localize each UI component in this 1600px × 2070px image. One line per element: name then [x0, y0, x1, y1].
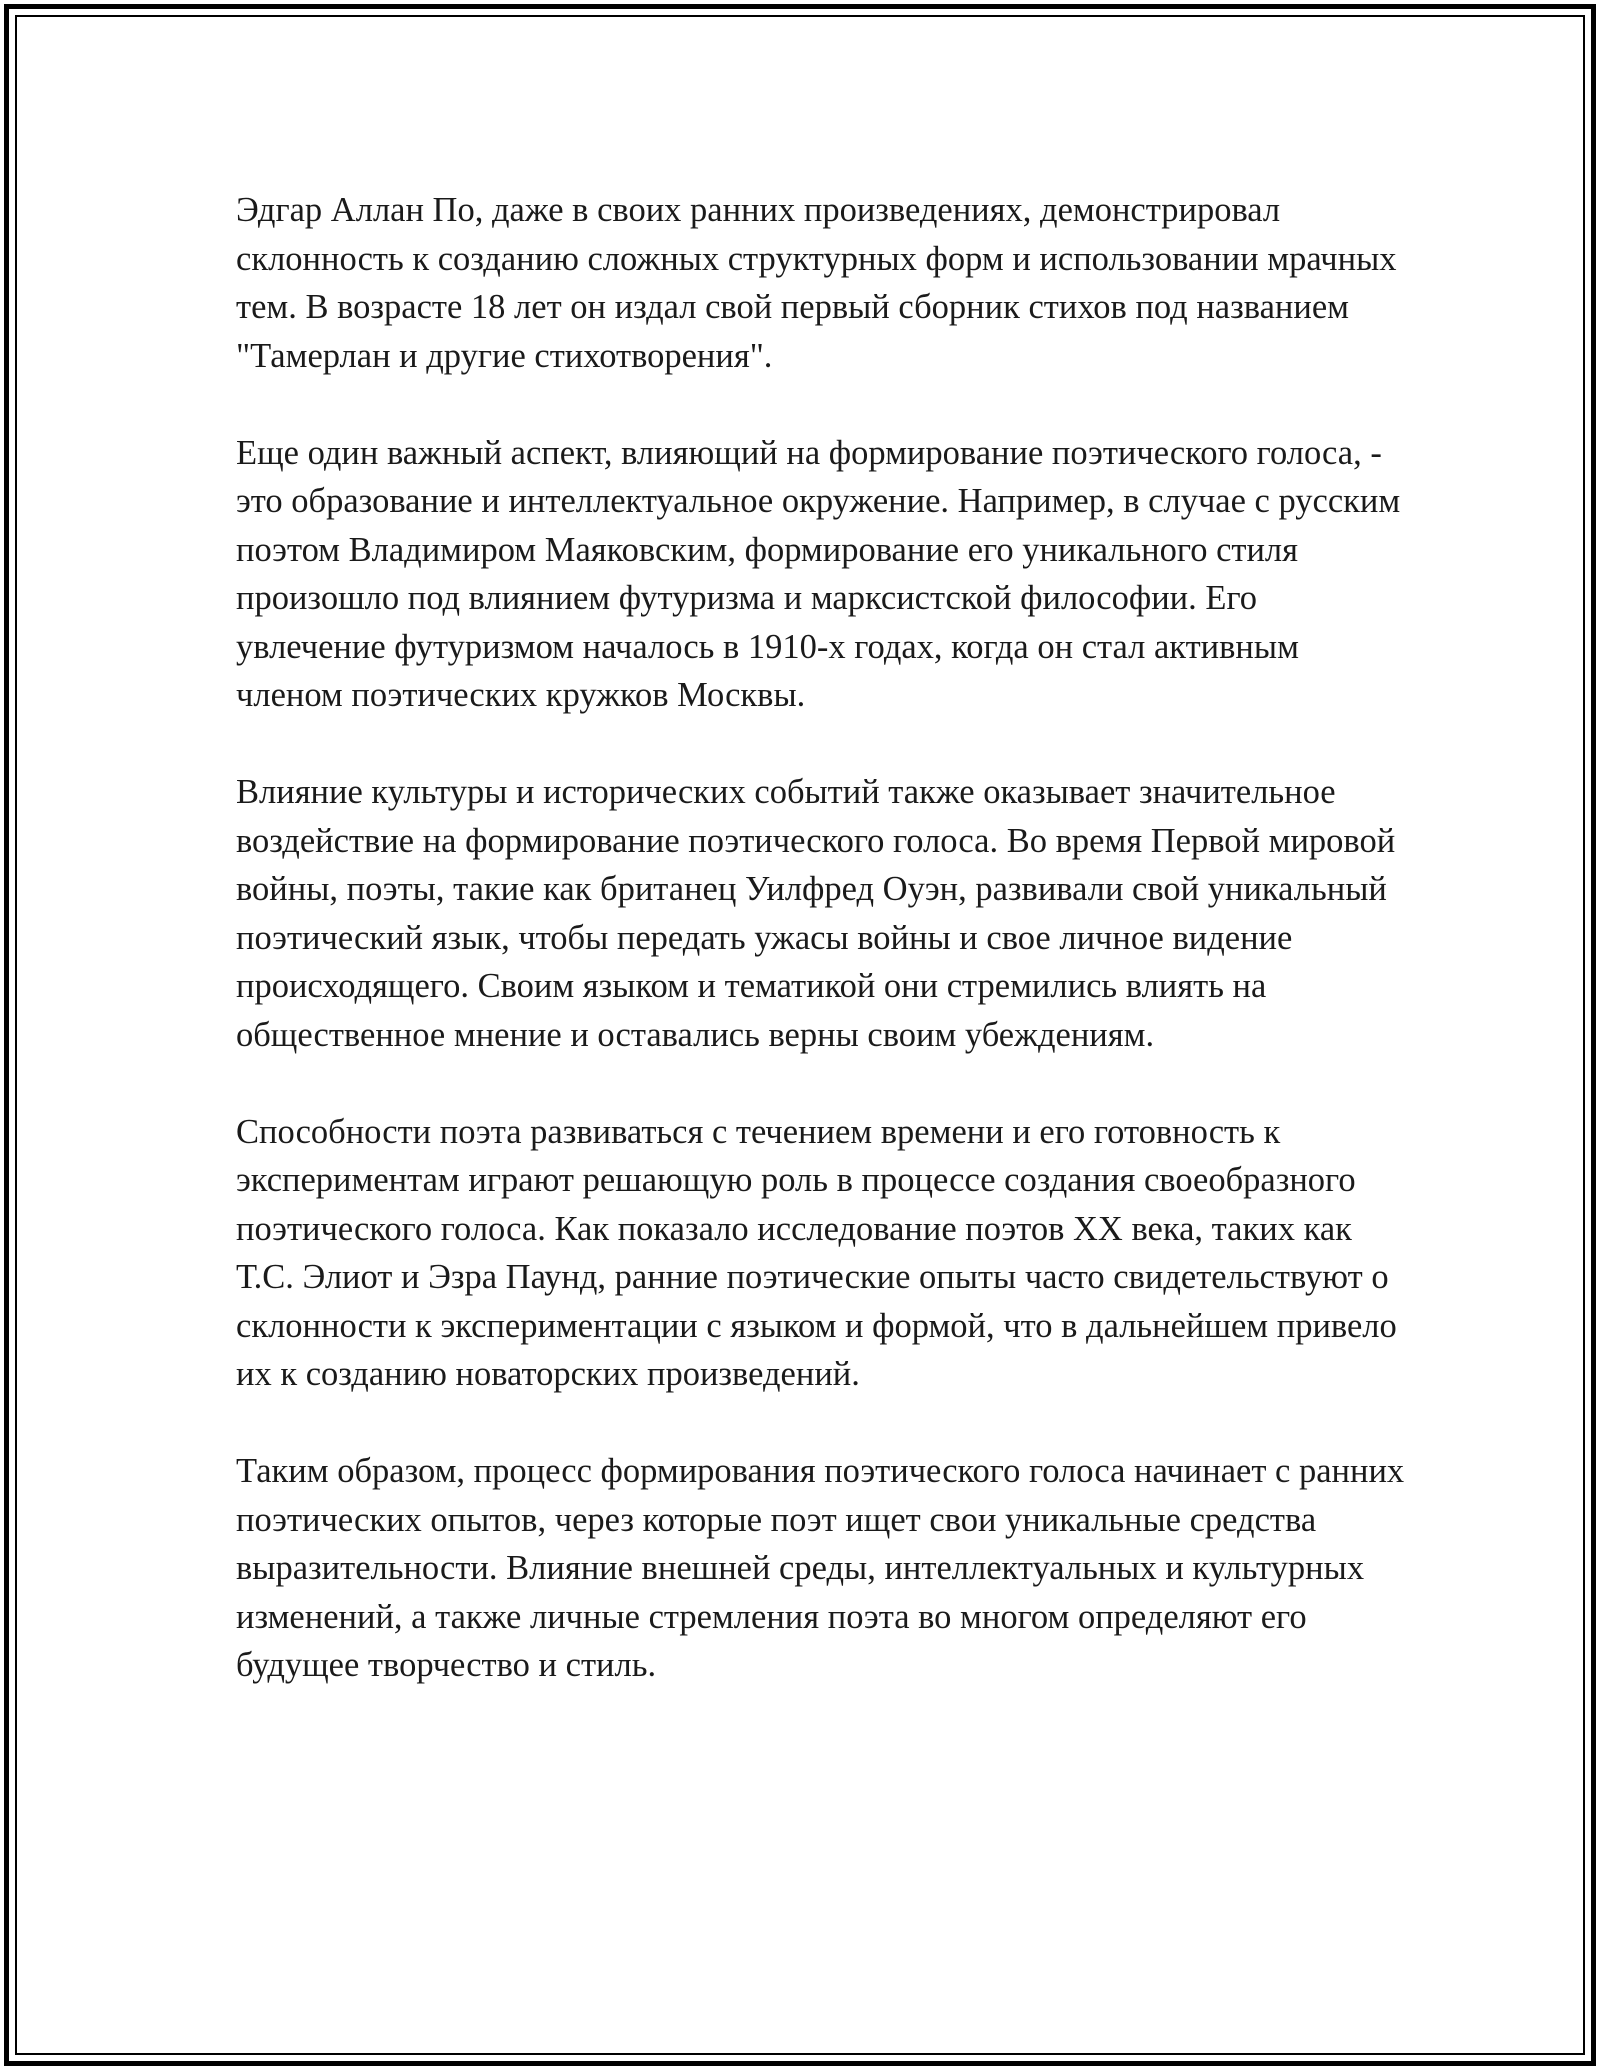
paragraph-3: Влияние культуры и исторических событий также оказывает значительное воздействие на формирование поэтического голоса. Во время Первой мировой войны, поэты, такие как британец Уилфред Оуэн, развивали свой уникальный поэтический язык, чтобы передать ужасы войны и свое личное видение происходящего. Своим языком и тематикой они стремились влиять на общественное мнение и оставались верны своим убеждениям.: [236, 773, 1396, 1054]
paragraph-2: Еще один важный аспект, влияющий на формирование поэтического голоса, - это образование и интеллектуальное окружение. Например, в случае с русским поэтом Владимиром Маяковским, формирование его уникального стиля произошло под влиянием футуризма и марксистской философии. Его увлечение футуризмом началось в 1910-х годах, когда он стал активным членом поэтических кружков Москвы.: [236, 433, 1401, 714]
paragraph-1: Эдгар Аллан По, даже в своих ранних произведениях, демонстрировал склонность к созданию сложных структурных форм и использовании мрачных тем. В возрасте 18 лет он издал свой первый сборник стихов под названием "Тамерлан и другие стихотворения".: [236, 191, 1397, 375]
paragraph-5: Таким образом, процесс формирования поэтического голоса начинает с ранних поэтических опытов, через которые поэт ищет свои уникальные средства выразительности. Влияние внешней среды, интеллектуальных и культурных изменений, а также личные стремления поэта во многом определяют его будущее творчество и стиль.: [236, 1452, 1405, 1684]
document-body: [236, 186, 1406, 1690]
paragraph-4: Способности поэта развиваться с течением времени и его готовность к экспериментам играют решающую роль в процессе создания своеобразного поэтического голоса. Как показало исследование поэтов XX века, таких как Т.С. Элиот и Эзра Паунд, ранние поэтические опыты часто свидетельствуют о склонности к экспериментации с языком и формой, что в дальнейшем привело их к созданию новаторских произведений.: [236, 1112, 1397, 1393]
